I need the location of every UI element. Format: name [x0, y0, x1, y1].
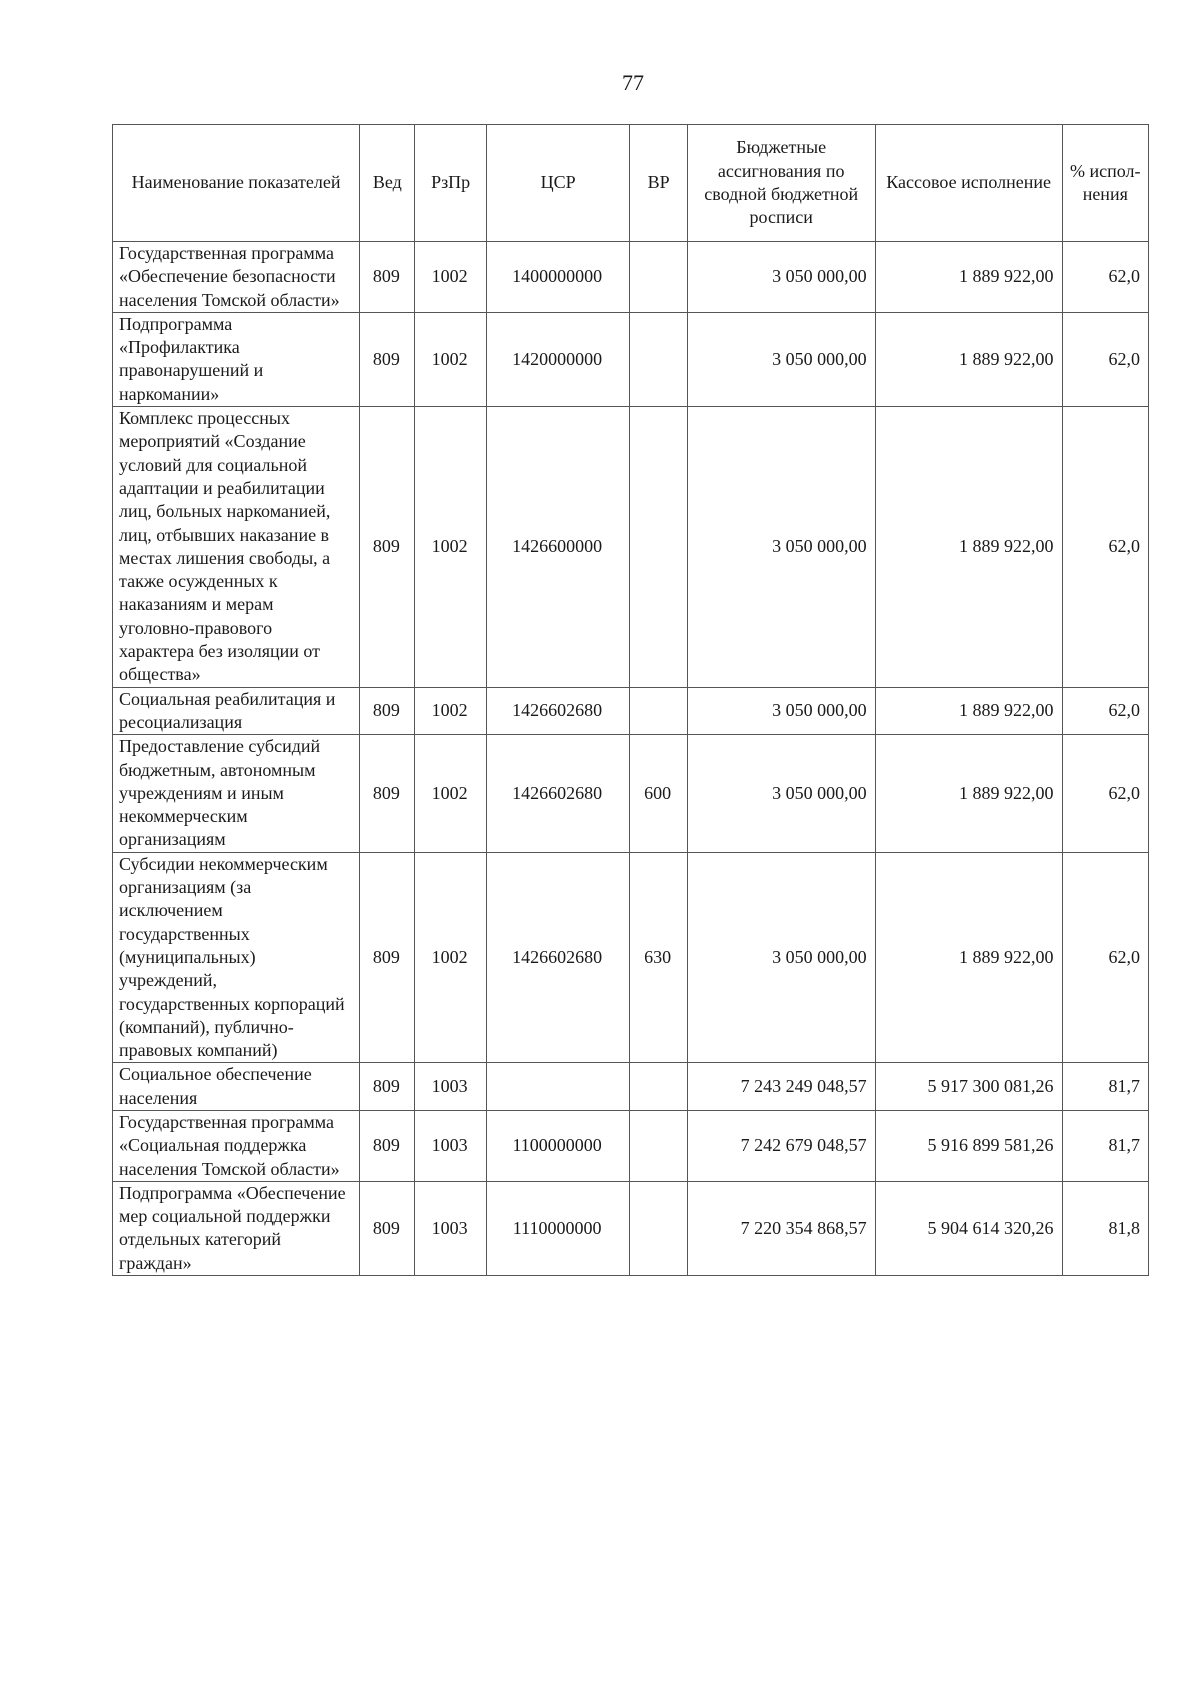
row-execution: 1 889 922,00: [875, 312, 1062, 406]
row-allocations: 3 050 000,00: [687, 735, 875, 852]
row-percent: 62,0: [1062, 687, 1148, 735]
row-csr: 1426602680: [486, 735, 630, 852]
row-name: Социальное обеспечение населения: [113, 1063, 360, 1111]
row-vr: [630, 687, 687, 735]
row-ved: 809: [360, 242, 415, 313]
row-rzpr: 1003: [415, 1181, 486, 1275]
row-csr: 1110000000: [486, 1181, 630, 1275]
header-csr: ЦСР: [486, 125, 630, 242]
row-allocations: 3 050 000,00: [687, 312, 875, 406]
row-name: Государственная программа «Социальная поддержка населения Томской области»: [113, 1110, 360, 1181]
row-ved: 809: [360, 852, 415, 1063]
page-number: 77: [622, 70, 644, 95]
row-allocations: 3 050 000,00: [687, 852, 875, 1063]
row-name: Субсидии некоммерческим организациям (за исключением государственных (муниципальных) учреждений, государственных корпораций (компаний), публично-правовых компаний): [113, 852, 360, 1063]
row-rzpr: 1002: [415, 242, 486, 313]
row-rzpr: 1002: [415, 312, 486, 406]
row-percent: 81,8: [1062, 1181, 1148, 1275]
row-ved: 809: [360, 1063, 415, 1111]
row-name: Социальная реабилитация и ресоциализация: [113, 687, 360, 735]
header-allocations: Бюджетные ассигнования по сводной бюджетной росписи: [687, 125, 875, 242]
row-allocations: 7 220 354 868,57: [687, 1181, 875, 1275]
row-csr: 1426600000: [486, 407, 630, 688]
row-execution: 1 889 922,00: [875, 687, 1062, 735]
row-rzpr: 1003: [415, 1110, 486, 1181]
row-allocations: 7 243 249 048,57: [687, 1063, 875, 1111]
row-name: Комплекс процессных мероприятий «Создание условий для социальной адаптации и реабилитации лиц, больных наркоманией, лиц, отбывших наказание в местах лишения свободы, а также осужденных к наказаниям и мерам уголовно-правового характера без изоляции от общества»: [113, 407, 360, 688]
row-rzpr: 1002: [415, 735, 486, 852]
row-allocations: 3 050 000,00: [687, 407, 875, 688]
row-percent: 62,0: [1062, 242, 1148, 313]
row-name: Подпрограмма «Профилактика правонарушений и наркомании»: [113, 312, 360, 406]
row-rzpr: 1003: [415, 1063, 486, 1111]
row-execution: 1 889 922,00: [875, 735, 1062, 852]
table-row: [113, 242, 1149, 313]
row-allocations: 3 050 000,00: [687, 242, 875, 313]
header-vr: ВР: [630, 125, 687, 242]
row-vr: [630, 1063, 687, 1111]
row-percent: 62,0: [1062, 312, 1148, 406]
row-rzpr: 1002: [415, 407, 486, 688]
row-ved: 809: [360, 735, 415, 852]
table-row: [113, 735, 1149, 852]
row-rzpr: 1002: [415, 852, 486, 1063]
row-execution: 1 889 922,00: [875, 407, 1062, 688]
row-vr: [630, 1181, 687, 1275]
row-allocations: 7 242 679 048,57: [687, 1110, 875, 1181]
table-row: [113, 312, 1149, 406]
row-execution: 5 916 899 581,26: [875, 1110, 1062, 1181]
row-execution: 5 917 300 081,26: [875, 1063, 1062, 1111]
row-name: Предоставление субсидий бюджетным, автономным учреждениям и иным некоммерческим организациям: [113, 735, 360, 852]
row-vr: [630, 312, 687, 406]
row-percent: 62,0: [1062, 735, 1148, 852]
budget-execution-table: [112, 124, 1149, 1276]
row-csr: 1426602680: [486, 852, 630, 1063]
row-execution: 5 904 614 320,26: [875, 1181, 1062, 1275]
row-ved: 809: [360, 687, 415, 735]
row-name: Государственная программа «Обеспечение безопасности населения Томской области»: [113, 242, 360, 313]
table-row: [113, 1110, 1149, 1181]
row-csr: 1100000000: [486, 1110, 630, 1181]
row-name: Подпрограмма «Обеспечение мер социальной поддержки отдельных категорий граждан»: [113, 1181, 360, 1275]
table-row: [113, 407, 1149, 688]
row-ved: 809: [360, 312, 415, 406]
header-execution: Кассовое исполнение: [875, 125, 1062, 242]
row-execution: 1 889 922,00: [875, 852, 1062, 1063]
header-name: Наименование показателей: [113, 125, 360, 242]
row-percent: 81,7: [1062, 1063, 1148, 1111]
row-vr: [630, 242, 687, 313]
row-percent: 62,0: [1062, 407, 1148, 688]
row-csr: 1426602680: [486, 687, 630, 735]
header-ved: Вед: [360, 125, 415, 242]
row-ved: 809: [360, 1110, 415, 1181]
row-csr: 1420000000: [486, 312, 630, 406]
row-execution: 1 889 922,00: [875, 242, 1062, 313]
row-rzpr: 1002: [415, 687, 486, 735]
row-vr: [630, 407, 687, 688]
table-row: [113, 687, 1149, 735]
table-row: [113, 1181, 1149, 1275]
row-csr: 1400000000: [486, 242, 630, 313]
table-row: [113, 852, 1149, 1063]
row-csr: [486, 1063, 630, 1111]
row-ved: 809: [360, 407, 415, 688]
row-vr: 630: [630, 852, 687, 1063]
header-percent: % испол-нения: [1062, 125, 1148, 242]
row-vr: 600: [630, 735, 687, 852]
row-percent: 81,7: [1062, 1110, 1148, 1181]
table-header-row: [113, 125, 1149, 242]
row-percent: 62,0: [1062, 852, 1148, 1063]
header-rzpr: РзПр: [415, 125, 486, 242]
row-allocations: 3 050 000,00: [687, 687, 875, 735]
row-vr: [630, 1110, 687, 1181]
table-row: [113, 1063, 1149, 1111]
row-ved: 809: [360, 1181, 415, 1275]
